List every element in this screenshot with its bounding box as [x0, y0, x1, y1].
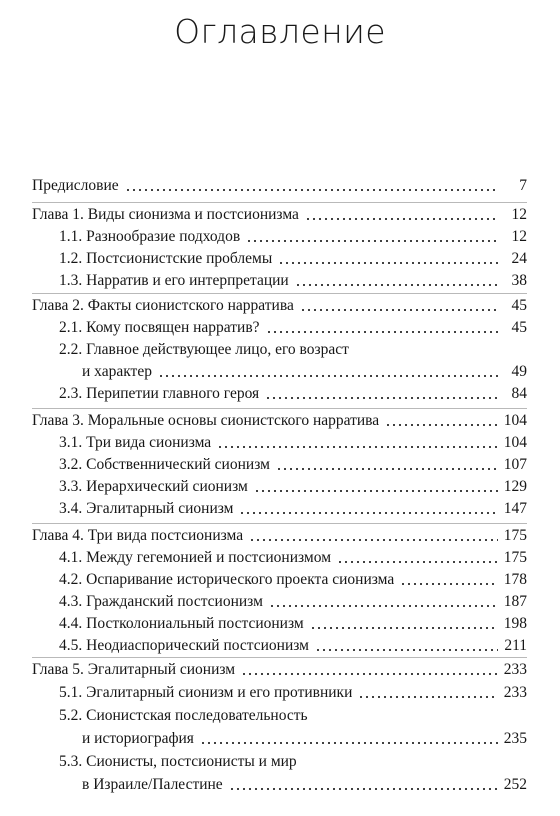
- toc-entry-5-2-continued[interactable]: [82, 728, 527, 750]
- toc-label: 5.3. Сионисты, постсионисты и мир: [59, 753, 297, 770]
- dot-leader: [241, 672, 498, 676]
- toc-page: 45: [511, 297, 527, 314]
- toc-page: 45: [511, 319, 527, 336]
- dot-leader: [265, 396, 499, 400]
- toc-entry-4-5[interactable]: [59, 635, 527, 657]
- toc-label: 5.1. Эгалитарный сионизм и его противники: [59, 684, 353, 701]
- dot-leader: [217, 445, 498, 449]
- toc-entry-2-3[interactable]: [59, 383, 527, 405]
- toc-label: Предисловие: [32, 177, 119, 194]
- page-title: Оглавление: [174, 12, 386, 51]
- toc-label: в Израиле/Палестине: [82, 776, 223, 793]
- toc-label: и характер: [82, 363, 152, 380]
- toc-entry-3-3[interactable]: [59, 476, 527, 498]
- toc-entry-chapter-2[interactable]: [32, 295, 527, 317]
- dot-leader: [337, 560, 498, 564]
- toc-page: 12: [511, 228, 527, 245]
- toc-entry-5-3-continued[interactable]: [82, 774, 527, 796]
- toc-label: 5.2. Сионистская последовательность: [59, 707, 308, 724]
- toc-label: 1.1. Разнообразие подходов: [59, 228, 241, 245]
- dot-leader: [300, 308, 499, 312]
- toc-label: 1.3. Нарратив и его интерпретации: [59, 272, 289, 289]
- toc-page: 104: [503, 412, 527, 429]
- dot-leader: [266, 330, 499, 334]
- toc-entry-chapter-3[interactable]: [32, 410, 527, 432]
- dot-leader: [246, 239, 499, 243]
- toc-label: 4.1. Между гегемонией и постсионизмом: [59, 549, 331, 566]
- toc-page: 252: [503, 776, 527, 793]
- toc-entry-chapter-1[interactable]: [32, 204, 527, 226]
- toc-page: 49: [511, 363, 527, 380]
- toc-page: 235: [503, 730, 527, 747]
- toc-entry-5-3[interactable]: [59, 751, 527, 773]
- toc-page: 198: [503, 615, 527, 632]
- dot-leader: [254, 489, 498, 493]
- toc-label: 3.4. Эгалитарный сионизм: [59, 500, 234, 517]
- toc-label: 2.1. Кому посвящен нарратив?: [59, 319, 260, 336]
- dot-leader: [158, 374, 499, 378]
- toc-label: 4.5. Неодиаспорический постсионизм: [59, 637, 309, 654]
- toc-page: 175: [503, 527, 527, 544]
- toc-entry-4-1[interactable]: [59, 547, 527, 569]
- toc-entry-5-1[interactable]: [59, 682, 527, 704]
- toc-page: 178: [503, 571, 527, 588]
- toc-label: 3.3. Иерархический сионизм: [59, 478, 248, 495]
- dot-leader: [125, 188, 499, 192]
- toc-page: 38: [511, 272, 527, 289]
- divider: [32, 657, 527, 658]
- toc-label: 4.3. Гражданский постсионизм: [59, 593, 263, 610]
- dot-leader: [400, 582, 498, 586]
- toc-page: 84: [511, 385, 527, 402]
- divider: [32, 293, 527, 294]
- toc-label: 2.3. Перипетии главного героя: [59, 385, 260, 402]
- toc-entry-chapter-4[interactable]: [32, 525, 527, 547]
- toc-entry-5-2[interactable]: [59, 705, 527, 727]
- divider: [32, 202, 527, 203]
- toc-page: 175: [503, 549, 527, 566]
- dot-leader: [276, 467, 498, 471]
- dot-leader: [269, 604, 498, 608]
- dot-leader: [249, 538, 498, 542]
- dot-leader: [239, 511, 497, 515]
- toc-label: 3.1. Три вида сионизма: [59, 434, 212, 451]
- toc-page: 187: [503, 593, 527, 610]
- toc-entry-chapter-5[interactable]: [32, 659, 527, 681]
- toc-entry-3-2[interactable]: [59, 454, 527, 476]
- toc-entry-preface[interactable]: [32, 175, 527, 197]
- dot-leader: [358, 695, 497, 699]
- toc-entry-4-2[interactable]: [59, 569, 527, 591]
- toc-page: 129: [503, 478, 527, 495]
- toc-label: Глава 4. Три вида постсионизма: [32, 527, 244, 544]
- dot-leader: [229, 787, 498, 791]
- toc-entry-1-2[interactable]: [59, 248, 527, 270]
- toc-label: 4.4. Постколониальный постсионизм: [59, 615, 304, 632]
- dot-leader: [315, 648, 498, 652]
- toc-label: и историография: [82, 730, 194, 747]
- toc-entry-3-1[interactable]: [59, 432, 527, 454]
- toc-page: 107: [503, 456, 527, 473]
- toc-entry-2-2-continued[interactable]: [82, 361, 527, 383]
- toc-page: 233: [503, 661, 527, 678]
- toc-page: 104: [503, 434, 527, 451]
- toc-label: Глава 5. Эгалитарный сионизм: [32, 661, 236, 678]
- toc-entry-1-1[interactable]: [59, 226, 527, 248]
- toc-page: 12: [511, 206, 527, 223]
- divider: [32, 523, 527, 524]
- toc-entry-2-2[interactable]: [59, 339, 527, 361]
- toc-label: Глава 3. Моральные основы сионистского нарратива: [32, 412, 380, 429]
- dot-leader: [200, 741, 498, 745]
- toc-label: Глава 2. Факты сионистского нарратива: [32, 297, 294, 314]
- toc-label: 4.2. Оспаривание исторического проекта сионизма: [59, 571, 395, 588]
- toc-label: 2.2. Главное действующее лицо, его возраст: [59, 341, 349, 358]
- divider: [32, 408, 527, 409]
- toc-label: 3.2. Собственнический сионизм: [59, 456, 270, 473]
- toc-entry-4-3[interactable]: [59, 591, 527, 613]
- toc-page: 233: [503, 684, 527, 701]
- toc-entry-2-1[interactable]: [59, 317, 527, 339]
- toc-entry-4-4[interactable]: [59, 613, 527, 635]
- dot-leader: [295, 283, 499, 287]
- toc-page: 211: [504, 637, 527, 654]
- dot-leader: [278, 261, 499, 265]
- dot-leader: [305, 217, 499, 221]
- dot-leader: [310, 626, 498, 630]
- toc-page: 24: [511, 250, 527, 267]
- toc-page: 7: [519, 177, 527, 194]
- toc-label: 1.2. Постсионистские проблемы: [59, 250, 273, 267]
- toc-page: 147: [503, 500, 527, 517]
- toc-label: Глава 1. Виды сионизма и постсионизма: [32, 206, 299, 223]
- toc-entry-1-3[interactable]: [59, 270, 527, 292]
- toc-entry-3-4[interactable]: [59, 498, 527, 520]
- dot-leader: [385, 423, 498, 427]
